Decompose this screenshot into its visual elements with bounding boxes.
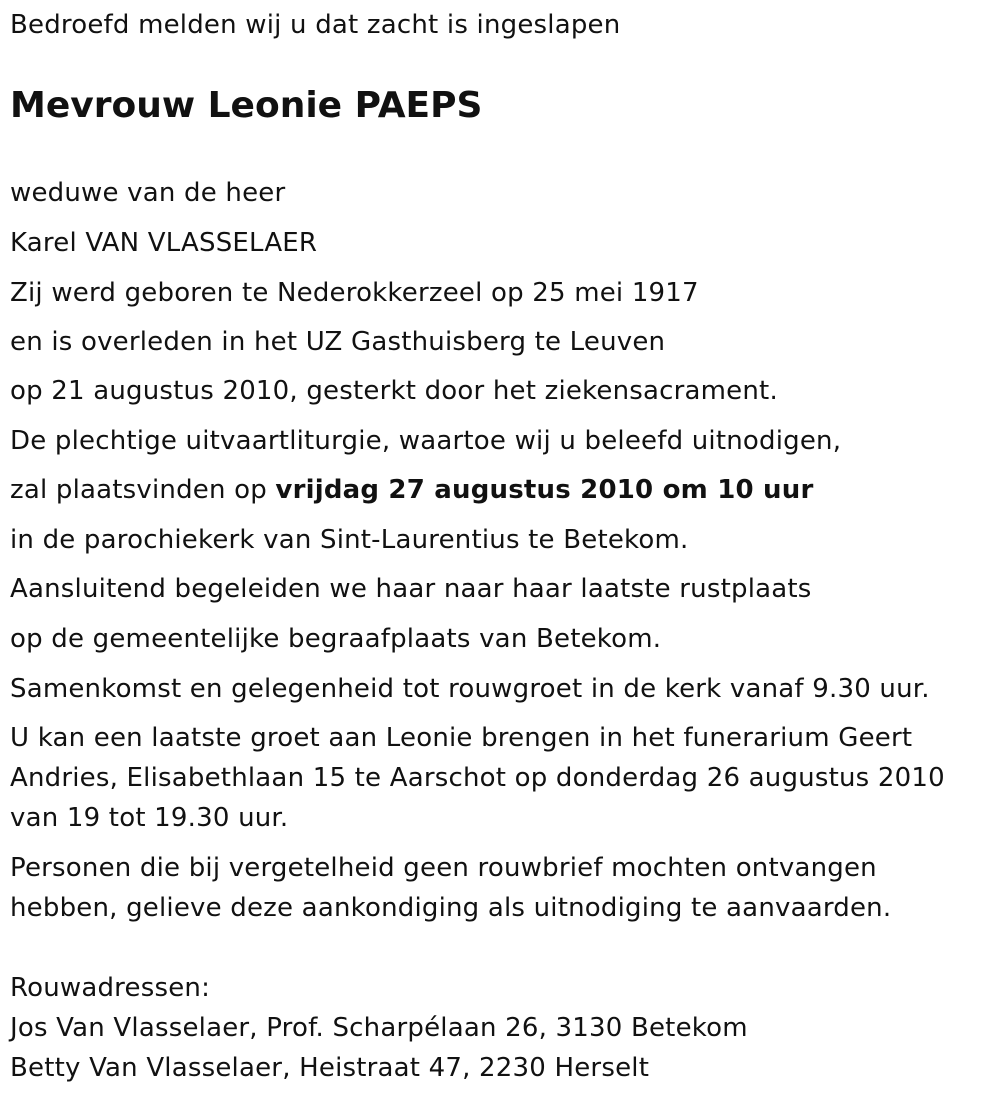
deceased-name: Mevrouw Leonie PAEPS: [10, 85, 483, 126]
widow-line: weduwe van de heer: [10, 178, 286, 208]
viewing-line-1: U kan een laatste groet aan Leonie brengen in het funerarium Geert: [10, 723, 913, 753]
birth-line: Zij werd geboren te Nederokkerzeel op 25 mei 1917: [10, 278, 699, 308]
viewing-line-2: Andries, Elisabethlaan 15 te Aarschot op donderdag 26 augustus 2010: [10, 763, 945, 793]
notice-line-2: hebben, gelieve deze aankondiging als uitnodiging te aanvaarden.: [10, 893, 892, 923]
funeral-date-prefix: zal plaatsvinden op: [10, 475, 276, 505]
gathering-line: Samenkomst en gelegenheid tot rouwgroet in de kerk vanaf 9.30 uur.: [10, 674, 930, 704]
spouse-name: Karel VAN VLASSELAER: [10, 228, 318, 258]
cemetery-line: op de gemeentelijke begraafplaats van Betekom.: [10, 624, 662, 654]
death-date-line: op 21 augustus 2010, gesterkt door het ziekensacrament.: [10, 376, 778, 406]
death-place-line: en is overleden in het UZ Gasthuisberg te Leuven: [10, 327, 666, 357]
addresses-heading: Rouwadressen:: [10, 973, 211, 1003]
address-1: Jos Van Vlasselaer, Prof. Scharpélaan 26, 3130 Betekom: [10, 1013, 748, 1043]
funeral-date-line: [10, 475, 813, 505]
church-line: in de parochiekerk van Sint-Laurentius te Betekom.: [10, 525, 689, 555]
funeral-invite-line: De plechtige uitvaartliturgie, waartoe wij u beleefd uitnodigen,: [10, 426, 842, 456]
burial-line: Aansluitend begeleiden we haar naar haar laatste rustplaats: [10, 574, 812, 604]
funeral-date-bold: vrijdag 27 augustus 2010 om 10 uur: [275, 475, 814, 505]
notice-line-1: Personen die bij vergetelheid geen rouwbrief mochten ontvangen: [10, 853, 877, 883]
viewing-line-3: van 19 tot 19.30 uur.: [10, 803, 289, 833]
address-2: Betty Van Vlasselaer, Heistraat 47, 2230 Herselt: [10, 1053, 650, 1083]
intro-text: Bedroefd melden wij u dat zacht is ingeslapen: [10, 10, 621, 40]
